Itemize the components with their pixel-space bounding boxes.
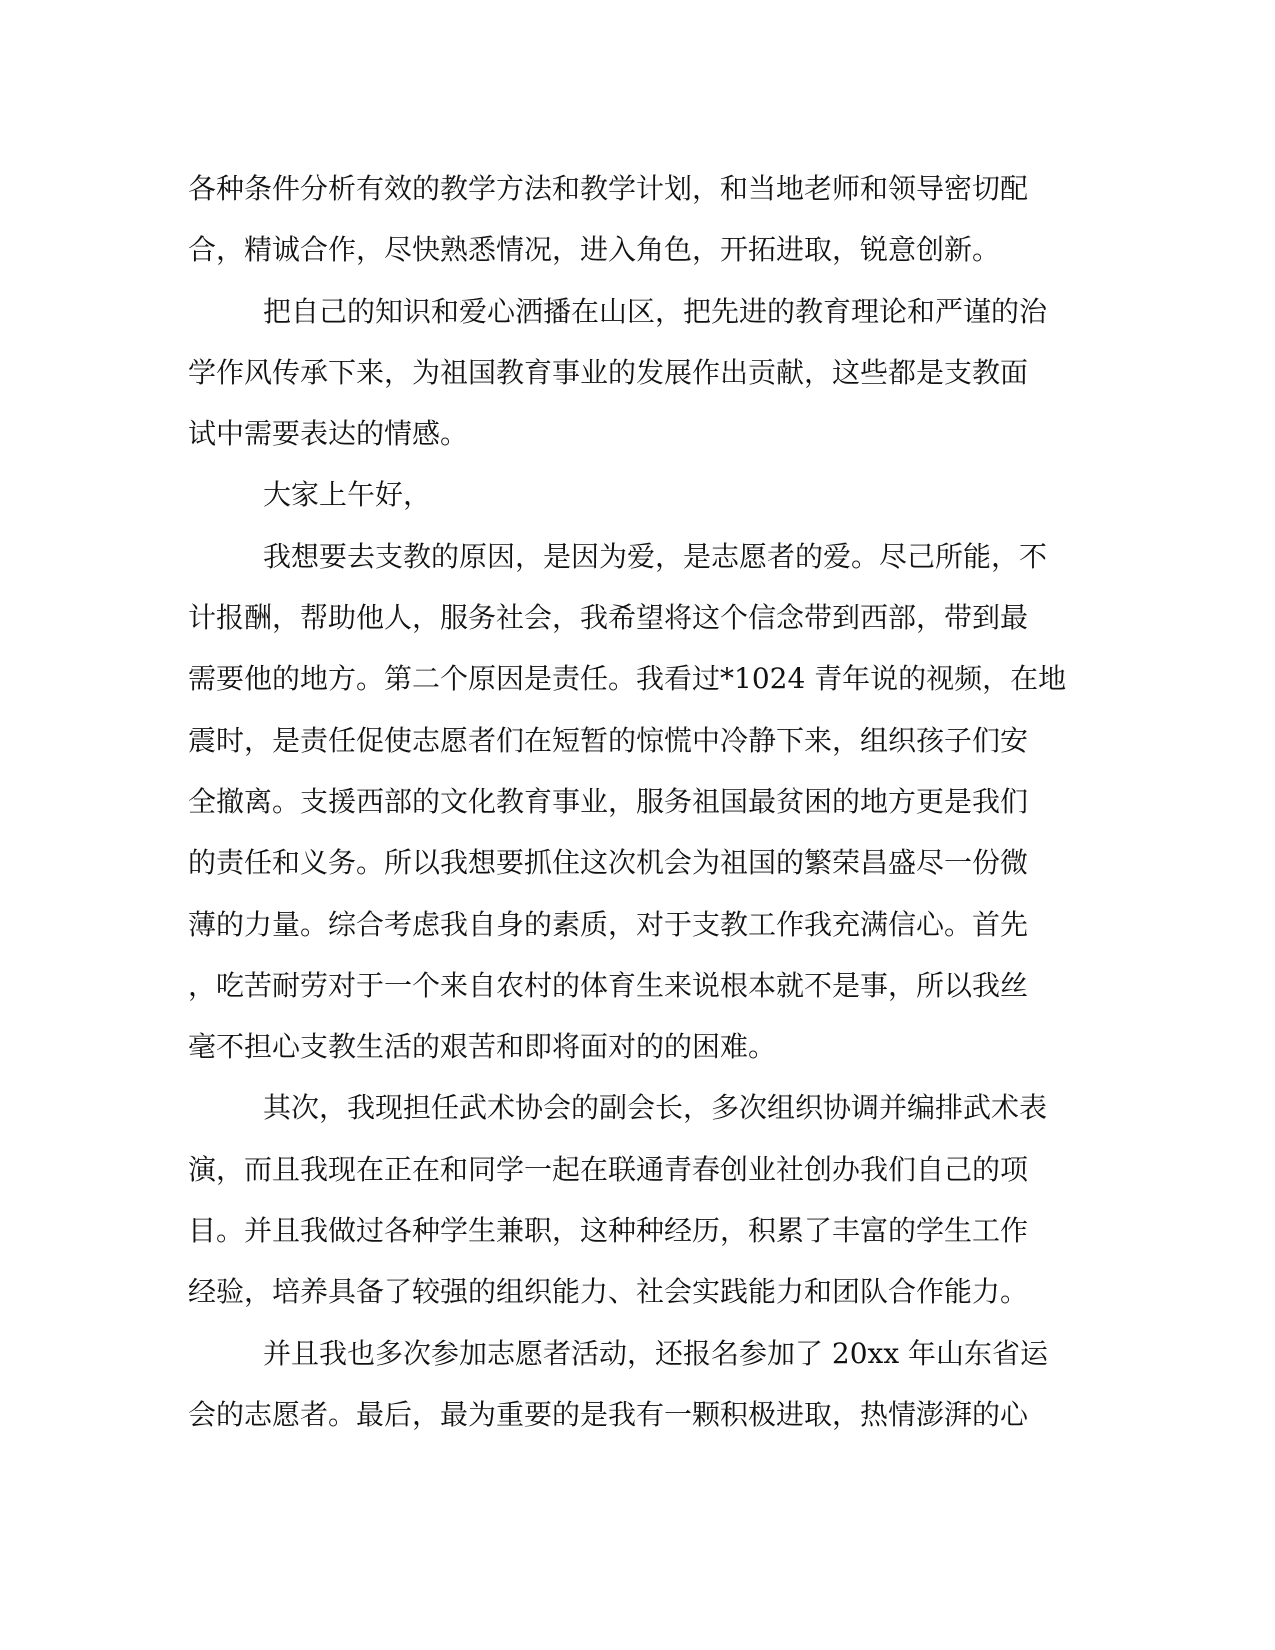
text-line: 毫不担心支教生活的艰苦和即将面对的的困难。 bbox=[188, 1030, 777, 1064]
paragraph-experience bbox=[188, 1077, 1073, 1322]
text-line: ，吃苦耐劳对于一个来自农村的体育生来说根本就不是事，所以我丝 bbox=[188, 968, 1029, 1002]
text-line: 计报酬，帮助他人，服务社会，我希望将这个信念带到西部，带到最 bbox=[188, 601, 1029, 635]
text-line: 合，精诚合作，尽快熟悉情况，进入角色，开拓进取，锐意创新。 bbox=[188, 233, 1001, 267]
paragraph-greeting bbox=[188, 464, 1073, 525]
paragraph-teaching-plan bbox=[188, 158, 1073, 281]
text-line: 会的志愿者。最后，最为重要的是我有一颗积极进取，热情澎湃的心 bbox=[188, 1397, 1029, 1431]
text-line: 其次，我现担任武术协会的副会长，多次组织协调并编排武术表 bbox=[263, 1091, 1048, 1125]
text-line: 需要他的地方。第二个原因是责任。我看过*1024 青年说的视频，在地 bbox=[188, 662, 1067, 696]
text-line: 大家上午好， bbox=[263, 478, 432, 512]
text-line: 全撤离。支援西部的文化教育事业，服务祖国最贫困的地方更是我们 bbox=[188, 784, 1029, 818]
text-line: 学作风传承下来，为祖国教育事业的发展作出贡献，这些都是支教面 bbox=[188, 355, 1029, 389]
text-line: 我想要去支教的原因，是因为爱，是志愿者的爱。尽己所能，不 bbox=[263, 539, 1048, 573]
text-line: 各种条件分析有效的教学方法和教学计划，和当地老师和领导密切配 bbox=[188, 172, 1029, 205]
text-line: 并且我也多次参加志愿者活动，还报名参加了 20xx 年山东省运 bbox=[263, 1336, 1049, 1370]
text-line: 把自己的知识和爱心洒播在山区，把先进的教育理论和严谨的治 bbox=[263, 294, 1048, 328]
text-line: 试中需要表达的情感。 bbox=[188, 417, 469, 451]
text-line: 薄的力量。综合考虑我自身的素质，对于支教工作我充满信心。首先 bbox=[188, 907, 1029, 941]
text-line: 演，而且我现在正在和同学一起在联通青春创业社创办我们自己的项 bbox=[188, 1152, 1029, 1186]
paragraph-volunteer bbox=[188, 1323, 1073, 1446]
body-text bbox=[188, 158, 1073, 1445]
paragraph-knowledge-and-love bbox=[188, 281, 1073, 465]
text-line: 震时，是责任促使志愿者们在短暂的惊慌中冷静下来，组织孩子们安 bbox=[188, 723, 1029, 757]
text-line: 的责任和义务。所以我想要抓住这次机会为祖国的繁荣昌盛尽一份微 bbox=[188, 846, 1029, 880]
text-line: 目。并且我做过各种学生兼职，这种种经历，积累了丰富的学生工作 bbox=[188, 1214, 1029, 1248]
text-line: 经验，培养具备了较强的组织能力、社会实践能力和团队合作能力。 bbox=[188, 1275, 1029, 1309]
paragraph-reasons bbox=[188, 526, 1073, 1078]
